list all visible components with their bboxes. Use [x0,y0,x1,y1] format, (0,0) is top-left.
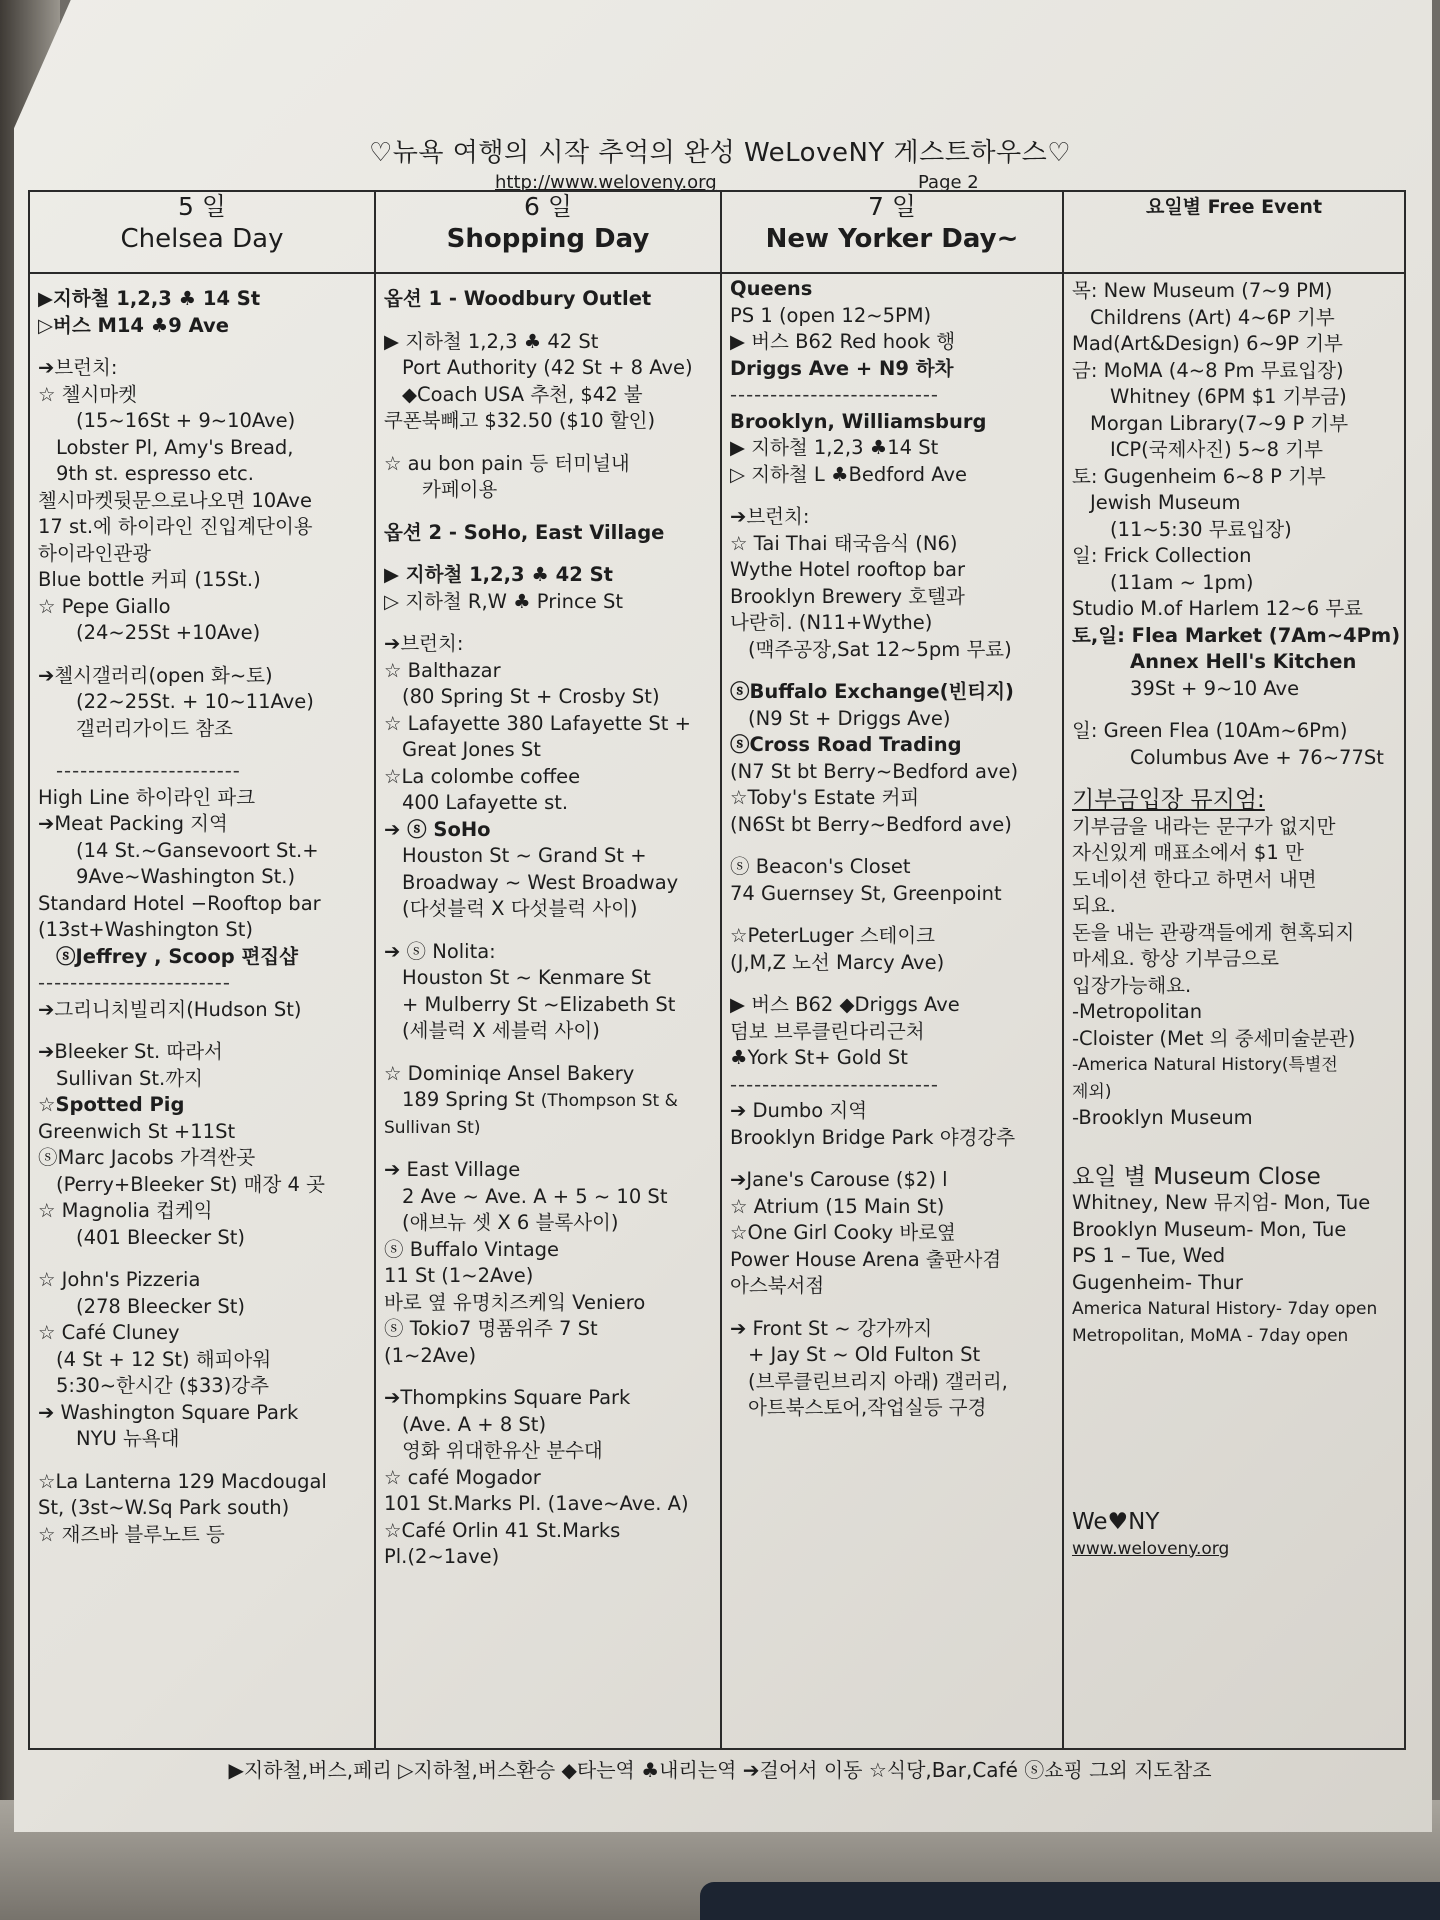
text-line: ⓢBuffalo Exchange(빈티지) [730,680,1014,703]
text-line: 쿠폰북빼고 $32.50 ($10 할인) [384,409,656,432]
day6-number: 6 일 [523,192,572,221]
column-shopping-day [375,273,721,1749]
text-line: ☆ Pepe Giallo [38,594,171,618]
text-line: Columbus Ave + 76~77St [1130,745,1384,769]
text-line: ☆ Atrium (15 Main St) [730,1194,945,1218]
text-line: 옵션 1 - Woodbury Outlet [384,287,652,310]
text-line: ♣York St+ Gold St [730,1046,908,1069]
text-line: ICP(국제사진) 5~8 기부 [1110,438,1323,461]
text-line: ▶ 버스 B62 Red hook 행 [730,330,956,353]
text-line: 영화 위대한유산 분수대 [402,1439,603,1462]
text-line: ☆PeterLuger 스테이크 [730,924,936,947]
text-line: ⓢCross Road Trading [730,733,962,756]
text-line: 189 Spring St [402,1088,535,1111]
text-line: (맥주공장,Sat 12~5pm 무료) [748,637,1012,661]
museum-close-heading: 요일 별 Museum Close [1072,1163,1321,1190]
text-line: (278 Bleecker St) [76,1294,245,1318]
divider: -------------------------- [730,383,939,406]
text-line: ➔ ⓢ Nolita: [384,939,496,963]
text-line: Whitney (6PM $1 기부금) [1110,385,1347,408]
text-line: Jewish Museum [1090,491,1241,514]
text-line: ➔ East Village [384,1158,521,1181]
divider: -------------------------- [730,1072,939,1096]
text-line: ▶ 지하철 1,2,3 ♣ 42 St [384,563,613,586]
header-day5 [29,191,375,273]
text-line: ⓢ Beacon's Closet [730,855,911,878]
text-line: Brooklyn Museum- Mon, Tue [1072,1217,1347,1241]
text-line: 되요. [1072,894,1116,917]
text-line: ☆Spotted Pig [38,1093,185,1116]
text-line: 나란히. (N11+Wythe) [730,611,933,634]
day6-title: Shopping Day [446,224,650,254]
text-line: ➔Meat Packing 지역 [38,812,228,835]
text-line: (11am ~ 1pm) [1110,570,1254,594]
text-line: ☆ Magnolia 컵케익 [38,1199,213,1222]
text-line: (22~25St. + 10~11Ave) [76,690,314,713]
text-line: 토,일: Flea Market (7Am~4Pm) [1072,623,1401,647]
text-line: Sullivan St) [384,1117,481,1138]
text-line: ◆Coach USA 추천, $42 불 [402,382,643,406]
text-line: 2 Ave ~ Ave. A + 5 ~ 10 St [402,1184,668,1208]
text-line: ⓢ Buffalo Vintage [384,1237,560,1261]
text-line: -America Natural History(특별전 [1072,1055,1338,1075]
text-line: Annex Hell's Kitchen [1130,650,1357,673]
text-line: 목: New Museum (7~9 PM) [1072,279,1333,302]
text-line: (다섯블럭 X 다섯블럭 사이) [402,897,638,920]
text-line: 9th st. espresso etc. [56,462,254,485]
text-line: 도네이션 한다고 하면서 내면 [1072,867,1317,891]
website-url[interactable]: http://www.weloveny.org [495,172,717,193]
text-line: ⓢMarc Jacobs 가격싼곳 [38,1146,256,1169]
text-line: ➔ ⓢ SoHo [384,817,491,841]
text-line: 입장가능해요. [1072,973,1192,997]
text-line: NYU 뉴욕대 [76,1427,180,1450]
day7-title: New Yorker Day~ [765,224,1019,254]
text-line: 기부금을 내라는 문구가 없지만 [1072,814,1336,838]
text-line: 400 Lafayette st. [402,791,569,814]
text-line: 아스북서점 [730,1274,825,1297]
text-line: -Cloister (Met 의 중세미술분관) [1072,1026,1356,1050]
text-line: ☆One Girl Cooky 바로옆 [730,1221,956,1244]
text-line: (Perry+Bleeker St) 매장 4 곳 [56,1172,325,1196]
header-day6 [375,191,721,273]
text-line: (13st+Washington St) [38,918,253,941]
text-line: (Thompson St & [540,1091,678,1111]
text-line: ➔첼시갤러리(open 화~토) [38,663,273,687]
text-line: ⓢJeffrey , Scoop 편집샵 [56,944,298,968]
text-line: 101 St.Marks Pl. (1ave~Ave. A) [384,1492,689,1515]
text-line: (N6St bt Berry~Bedford ave) [730,812,1012,836]
text-line: 하이라인관광 [38,541,152,565]
text-line: 마세요. 항상 기부금으로 [1072,947,1279,970]
text-line: (11~5:30 무료입장) [1110,517,1292,541]
text-line: Metropolitan, MoMA - 7day open [1072,1325,1349,1346]
text-line: 74 Guernsey St, Greenpoint [730,881,1002,905]
text-line: ☆ 첼시마켓 [38,382,138,406]
text-line: (14 St.~Gansevoort St.+ [76,838,319,862]
text-line: (80 Spring St + Crosby St) [402,685,660,708]
text-line: 갤러리가이드 참조 [76,716,233,740]
text-line: 옵션 2 - SoHo, East Village [384,520,665,544]
text-line: Brooklyn Bridge Park 야경강추 [730,1125,1016,1149]
text-line: (N7 St bt Berry~Bedford ave) [730,759,1019,783]
text-line: ⓢ Tokio7 명품위주 7 St [384,1317,598,1340]
text-line: ☆ Café Cluney [38,1321,180,1344]
text-line: ➔Jane's Carouse ($2) l [730,1168,948,1191]
text-line: (Ave. A + 8 St) [402,1412,547,1436]
text-line: High Line 하이라인 파크 [38,785,256,809]
free-event-title: 요일별 Free Event [1145,196,1323,218]
text-line: Gugenheim- Thur [1072,1270,1243,1294]
text-line: 자신있게 매표소에서 $1 만 [1072,841,1304,864]
text-line: ☆La colombe coffee [384,764,581,788]
divider: ----------------------- [56,759,241,782]
text-line: 17 st.에 하이라인 진입계단이용 [38,515,313,538]
text-line: Brooklyn Brewery 호텔과 [730,584,965,608]
text-line: ☆ Lafayette 380 Lafayette St + [384,711,691,735]
text-line: 5:30~한시간 ($33)강추 [56,1374,269,1397]
text-line: Whitney, New 뮤지엄- Mon, Tue [1072,1191,1371,1214]
text-line: St, (3st~W.Sq Park south) [38,1496,290,1519]
text-line: ➔브런치: [38,356,118,379]
column-chelsea-day [29,273,375,1749]
text-line: ▷ 지하철 R,W ♣ Prince St [384,589,623,613]
text-line: Houston St ~ Grand St + [402,844,647,867]
text-line: 바로 옆 유명치즈케잌 Veniero [384,1290,646,1314]
text-line: Morgan Library(7~9 P 기부 [1090,411,1349,435]
footer-url[interactable]: www.weloveny.org [1072,1538,1230,1559]
text-line: 39St + 9~10 Ave [1130,676,1300,700]
text-line: Studio M.of Harlem 12~6 무료 [1072,597,1363,620]
text-line: Great Jones St [402,738,541,761]
text-line: Queens [730,277,813,300]
text-line: Lobster Pl, Amy's Bread, [56,435,294,459]
text-line: Blue bottle 커피 (15St.) [38,568,261,591]
text-line: Sullivan St.까지 [56,1066,203,1090]
text-line: America Natural History- 7day open [1072,1299,1378,1319]
text-line: (15~16St + 9~10Ave) [76,409,296,432]
donation-museums-heading: 기부금입장 뮤지엄: [1072,787,1265,813]
text-line: ☆La Lanterna 129 Macdougal [38,1469,327,1493]
text-line: 금: MoMA (4~8 Pm 무료입장) [1072,358,1344,382]
text-line: (401 Bleecker St) [76,1225,245,1249]
text-line: 9Ave~Washington St.) [76,865,296,888]
text-line: Wythe Hotel rooftop bar [730,558,965,581]
text-line: ☆Toby's Estate 커피 [730,786,920,809]
text-line: 첼시마켓뒷문으로나오면 10Ave [38,488,312,512]
text-line: 토: Gugenheim 6~8 P 기부 [1072,464,1326,488]
text-line: ☆ 재즈바 블루노트 등 [38,1522,225,1546]
page-title: ♡뉴욕 여행의 시작 추억의 완성 WeLoveNY 게스트하우스♡ [368,138,1072,168]
text-line: ➔브런치: [730,505,810,528]
text-line: 아트북스토어,작업실등 구경 [748,1396,987,1419]
day5-title: Chelsea Day [120,224,284,254]
text-line: (N9 St + Driggs Ave) [748,706,951,730]
text-line: Greenwich St +11St [38,1119,236,1143]
text-line: ▷버스 M14 ♣9 Ave [38,313,229,337]
text-line: 덤보 브루클린다리근처 [730,1019,925,1043]
text-line: PS 1 – Tue, Wed [1072,1244,1226,1267]
text-line: ☆ John's Pizzeria [38,1268,201,1291]
text-line: -Metropolitan [1072,1000,1203,1023]
text-line: Port Authority (42 St + 8 Ave) [402,356,693,379]
text-line: ➔ Dumbo 지역 [730,1099,868,1122]
text-line: ☆ Dominiqe Ansel Bakery [384,1061,635,1085]
text-line: (애브뉴 셋 X 6 블록사이) [402,1211,619,1234]
text-line: -Brooklyn Museum [1072,1106,1253,1129]
text-line: (세블럭 X 세블럭 사이) [402,1019,600,1042]
header-free-event [1063,191,1405,273]
text-line: Broadway ~ West Broadway [402,870,679,894]
text-line: ➔Thompkins Square Park [384,1386,631,1409]
text-line: ▶ 지하철 1,2,3 ♣14 St [730,436,939,459]
text-line: 제외) [1072,1081,1112,1102]
column-new-yorker-day [721,273,1063,1749]
text-line: (4 St + 12 St) 해피아워 [56,1347,272,1371]
divider: ------------------------ [38,971,231,994]
text-line: 일: Green Flea (10Am~6Pm) [1072,719,1348,742]
text-line: 일: Frick Collection [1072,544,1252,567]
text-line: + Mulberry St ~Elizabeth St [402,992,676,1016]
text-line: ☆ Balthazar [384,658,501,682]
text-line: 11 St (1~2Ave) [384,1264,534,1287]
text-line: Mad(Art&Design) 6~9P 기부 [1072,332,1343,355]
text-line: ▶ 버스 B62 ◆Driggs Ave [730,993,960,1016]
text-line: Power House Arena 출판사겸 [730,1247,1002,1271]
text-line: ➔브런치: [384,632,464,655]
text-line: 카페이용 [422,478,498,501]
brand-logo: We♥NY [1072,1509,1160,1535]
text-line: (브루클린브리지 아래) 갤러리, [748,1369,1008,1393]
text-line: ➔ Front St ~ 강가까지 [730,1316,933,1340]
text-line: Brooklyn, Williamsburg [730,409,987,433]
text-line: Childrens (Art) 4~6P 기부 [1090,305,1335,329]
text-line: Houston St ~ Kenmare St [402,966,651,989]
text-line: ➔그리니치빌리지(Hudson St) [38,997,302,1021]
text-line: (J,M,Z 노선 Marcy Ave) [730,950,945,974]
text-line: ☆ Tai Thai 태국음식 (N6) [730,531,958,555]
column-free-event [1063,273,1405,1749]
text-line: ☆Café Orlin 41 St.Marks [384,1518,621,1542]
symbol-legend: ▶지하철,버스,페리 ▷지하철,버스환승 ◆타는역 ♣내리는역 ➔걸어서 이동 ☆식당,Bar,Café ⓢ쇼핑 그외 지도참조 [228,1758,1212,1782]
text-line: Pl.(2~1ave) [384,1545,500,1568]
text-line: 돈을 내는 관광객들에게 현혹되지 [1072,920,1355,944]
text-line: ▷ 지하철 L ♣Bedford Ave [730,462,967,486]
text-line: (1~2Ave) [384,1343,477,1367]
text-line: ☆ au bon pain 등 터미널내 [384,451,630,475]
text-line: ▶지하철 1,2,3 ♣ 14 St [38,287,261,310]
page-number: Page 2 [918,172,979,193]
itinerary-table [28,190,1406,1750]
header-day7 [721,191,1063,273]
text-line: ☆ café Mogador [384,1465,541,1489]
text-line: ▶ 지하철 1,2,3 ♣ 42 St [384,329,599,353]
text-line: PS 1 (open 12~5PM) [730,303,932,327]
text-line: ➔ Washington Square Park [38,1400,299,1424]
day5-number: 5 일 [177,192,226,221]
page-header [0,132,1440,169]
text-line: Driggs Ave + N9 하차 [730,356,954,380]
text-line: Standard Hotel −Rooftop bar [38,891,321,915]
background-object [700,1882,1440,1920]
text-line: (24~25St +10Ave) [76,621,261,644]
text-line: ➔Bleeker St. 따라서 [38,1040,223,1063]
day7-number: 7 일 [867,192,916,221]
text-line: + Jay St ~ Old Fulton St [748,1343,981,1366]
